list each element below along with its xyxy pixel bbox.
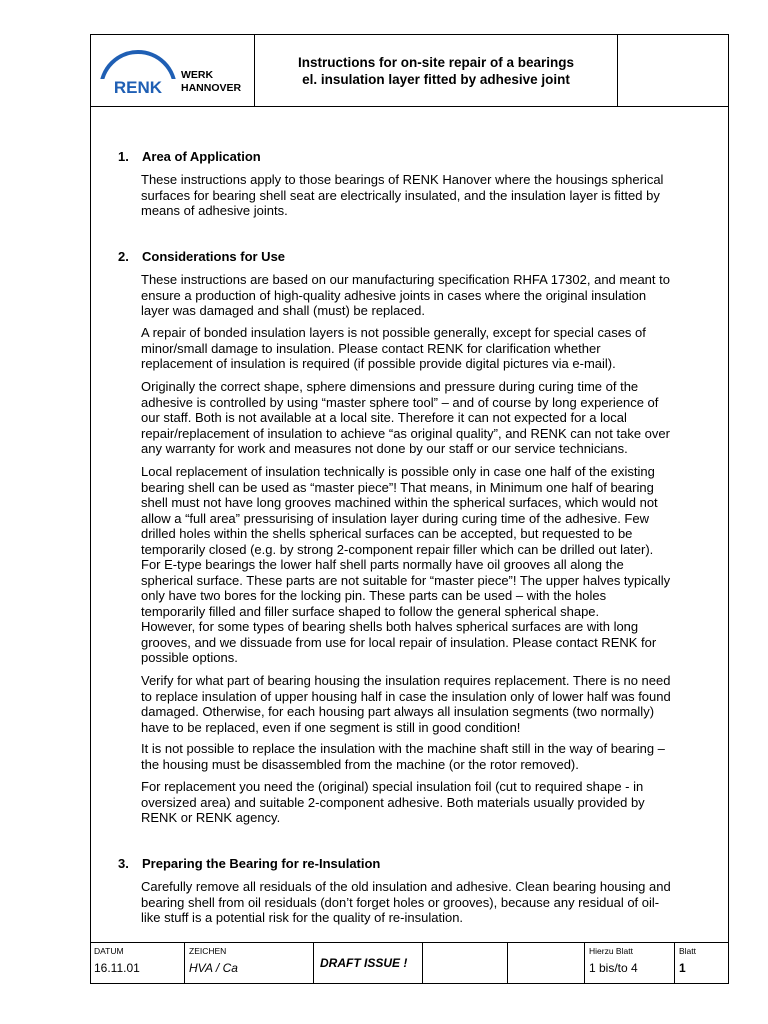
text-line: It is not possible to replace the insulation with the machine shaft still in the way of bearing – <box>141 741 665 756</box>
text-line: For replacement you need the (original) special insulation foil (cut to required shape - in <box>141 779 644 794</box>
logo-cell <box>91 35 255 106</box>
text-line: temporarily closed (e.g. by strong 2-component repair filler which can be drilled out later). <box>141 541 654 557</box>
text-line: Carefully remove all residuals of the old insulation and adhesive. Clean bearing housing and <box>141 879 671 894</box>
text-line: possible options. <box>141 650 238 665</box>
text-line: shell must not have long grooves machined within the spherical surfaces, which would not <box>141 495 658 510</box>
paragraph <box>141 172 726 219</box>
empty-cell-1 <box>423 942 508 984</box>
text-line: like stuff is a potential risk for the quality of re-insulation. <box>141 910 464 925</box>
text-line: our staff. Both is not available at a local site. Therefore it can not expected for a local <box>141 410 627 425</box>
datum-value: 16.11.01 <box>94 961 140 975</box>
text-line: spherical surface. These parts are not suitable for “master piece”! The upper halves typically <box>141 572 671 588</box>
draft-cell <box>314 942 423 984</box>
text-line: only have two bores for the locking pin. These parts can be used – with the holes <box>141 588 607 603</box>
title-line-1: Instructions for on-site repair of a bearings <box>297 54 575 70</box>
text-line: drilled holes within the shells spherical surfaces can be accepted, but requested to be <box>141 526 633 541</box>
paragraph <box>141 379 726 457</box>
text-line: Originally the correct shape, sphere dimensions and pressure during curing time of the <box>141 379 639 394</box>
text-line: means of adhesive joints. <box>141 203 288 218</box>
text-line: replacement of insulation is required (if possible provide digital pictures via e-mail). <box>141 356 616 371</box>
text-line: These instructions are based on our manufacturing specification RHFA 17302, and meant to <box>141 272 670 287</box>
paragraph <box>141 325 726 372</box>
zeichen-cell <box>185 942 314 984</box>
text-line: These instructions apply to those bearings of RENK Hanover where the housings spherical <box>141 172 664 187</box>
text-line: Verify for what part of bearing housing the insulation requires replacement. There is no need <box>141 673 671 688</box>
text-line: allow a “full area” pressurising of insulation layer during curing time of the adhesive. Few <box>141 510 649 526</box>
datum-label: DATUM <box>94 946 124 956</box>
text-line: the housing must be disassembled from the machine (or the rotor removed). <box>141 756 579 772</box>
datum-cell <box>90 942 185 984</box>
text-line: bearing shell can be used as “master piece”! That means, in Minimum one half of bearing <box>141 479 654 495</box>
logo-text: RENK <box>113 78 163 97</box>
document-header <box>91 35 728 107</box>
draft-issue-label: DRAFT ISSUE ! <box>320 956 408 970</box>
text-line: ensure a production of high-quality adhesive joints in cases where the original insulation <box>141 287 647 303</box>
text-line: bearing shell from oil residuals (don’t forget holes or grooves), because any residual of oil- <box>141 894 660 910</box>
title-line-2: el. insulation layer fitted by adhesive joint <box>302 71 570 87</box>
paragraph <box>141 741 726 772</box>
section-heading-2: 2. Considerations for Use <box>118 249 286 264</box>
text-line: For E-type bearings the lower half shell parts normally have oil grooves all along the <box>141 557 624 572</box>
paragraph <box>141 272 726 319</box>
text-line: temporarily filled and filler surface shaped to follow the general spherical shape. <box>141 603 600 619</box>
paragraph <box>141 779 726 826</box>
paragraph <box>141 673 726 735</box>
text-line: any warranty for work and measures not done by our staff or our service technicians. <box>141 441 628 456</box>
text-line: RENK or RENK agency. <box>141 810 281 825</box>
paragraph <box>141 464 726 666</box>
text-line: have to be replaced, even if one segment is still in good condition! <box>141 719 521 735</box>
text-line: Local replacement of insulation technically is possible only in case one half of the existing <box>141 464 655 479</box>
empty-cell-2 <box>508 942 585 984</box>
text-line: oversized area) and suitable 2-component adhesive. Both materials usually provided by <box>141 794 645 810</box>
text-line: grooves, and we dissuade from use for local repair of insulation. Please contact RENK for <box>141 634 657 650</box>
section-heading-3: 3. Preparing the Bearing for re-Insulation <box>118 856 381 871</box>
section-heading-1: 1. Area of Application <box>118 149 261 164</box>
werk-label <box>181 69 241 94</box>
location-text: HANNOVER <box>181 81 242 94</box>
hierzu-label: Hierzu Blatt <box>589 946 633 956</box>
paragraph <box>141 879 726 926</box>
text-line: A repair of bonded insulation layers is not possible generally, except for special cases of <box>141 325 646 340</box>
renk-logo <box>97 49 179 97</box>
blatt-value: 1 <box>679 961 686 975</box>
hierzu-value: 1 bis/to 4 <box>589 961 638 975</box>
text-line: adhesive is controlled by using “master sphere tool” – and of course by long experience of <box>141 394 659 410</box>
text-line: minor/small damage to insulation. Please contact RENK for clarification whether <box>141 340 601 356</box>
zeichen-value: HVA / Ca <box>189 961 238 975</box>
title-cell <box>255 35 618 106</box>
text-line: damaged. Otherwise, for each housing part always all insulation segments (two normally) <box>141 704 655 719</box>
blatt-cell <box>675 942 729 984</box>
text-line: layer was damaged and shall (must) be replaced. <box>141 303 425 318</box>
text-line: However, for some types of bearing shells both halves spherical surfaces are with long <box>141 619 639 634</box>
text-line: to replace insulation of upper housing half in case the insulation only of lower half was found <box>141 688 671 704</box>
hierzu-cell <box>585 942 675 984</box>
text-line: surfaces for bearing shell seat are electrically insulated, and the insulation layer is fitted by <box>141 187 660 203</box>
werk-text: WERK <box>181 69 214 81</box>
zeichen-label: ZEICHEN <box>189 946 227 956</box>
text-line: repair/replacement of insulation to achieve “as original quality”, and RENK can not take over <box>141 425 670 441</box>
blatt-label: Blatt <box>679 946 697 956</box>
document-footer <box>90 942 729 984</box>
